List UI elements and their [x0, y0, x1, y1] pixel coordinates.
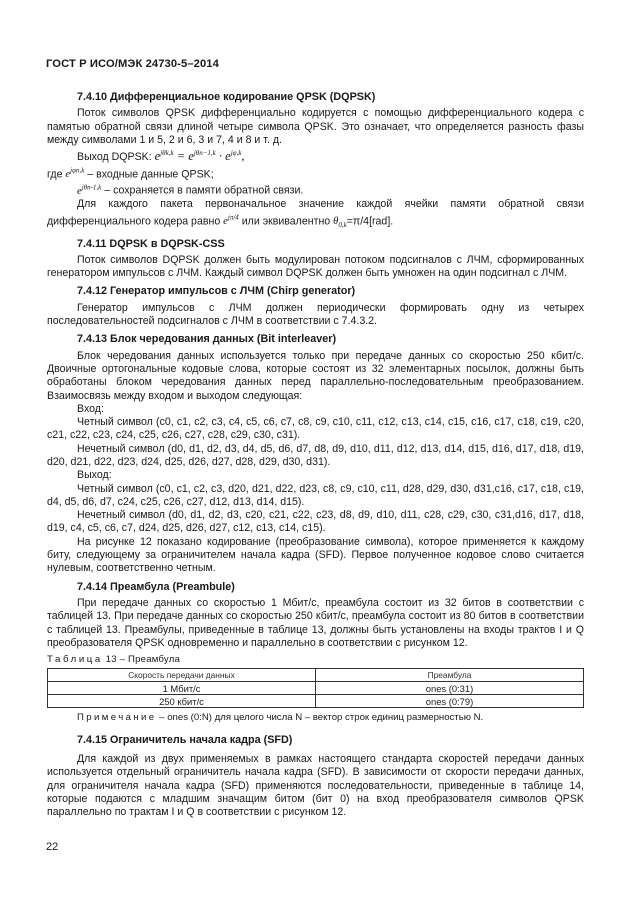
table-cell: ones (0:31): [316, 682, 584, 695]
paragraph: Для каждого пакета первоначальное значение каждой ячейки памяти обратной связи дифференциального кодера равно $e^{j\pi/4}$ или эквивалентно $\theta_{0,k}=\pi/4[rad]$.: [47, 198, 584, 230]
section-heading-7-4-10: 7.4.10 Дифференциальное кодирование QPSK (DQPSK): [77, 91, 376, 103]
preamble-table: [47, 668, 584, 708]
output-odd-symbol: Нечетный символ (d0, d1, d2, d3, c20, c21, c22, c23, d8, d9, d10, d11, c28, c29, c30, c31,d16, d17, d18, d19, c4, c5, c6, c7, d24, d25, d26, d27, c12, c13, c14, c15).: [47, 509, 584, 535]
paragraph: Генератор импульсов с ЛЧМ должен периодически формировать одну из четырех последовательностей подсигналов с ЛЧМ в соответствии с 7.4.3.2.: [47, 301, 584, 328]
paragraph: Блок чередования данных используется только при передаче данных со скоростью 250 кбит/с. Двоичные ортогональные кодовые слова, которые состоят из 32 элементарных посылок, должны быть обработаны блоком чередования данных перед параллельно-последовательным преобразованием. Взаимосвязь между входом и выходом следующая:: [47, 349, 584, 402]
output-even-symbol: Четный символ (c0, c1, c2, c3, d20, d21, d22, d23, c8, c9, c10, c11, d28, d29, d30, d31,c16, c17, c18, c19, d4, d5, d6, d7, c24, c25, c26, c27, d12, d13, d14, d15).: [47, 482, 584, 508]
table-row: [48, 695, 584, 708]
table-header-row: [48, 669, 584, 682]
paragraph: Поток символов QPSK дифференциально кодируется с помощью дифференциального кодера с памятью обратной связи длиной четыре символа QPSK. Это означает, что определяется разность фазы между символами 1 и 5, 2 и 6, 3 и 7, 4 и 8 и т. д.: [47, 107, 584, 146]
section-heading-7-4-15: 7.4.15 Ограничитель начала кадра (SFD): [77, 733, 293, 746]
table-note: Примечание – ones (0:N) для целого числа N – вектор строк единиц размерностью N.: [77, 712, 484, 724]
table-caption: Таблица 13 – Преамбула: [47, 654, 181, 666]
input-label: Вход:: [77, 402, 104, 415]
section-heading-7-4-12: 7.4.12 Генератор импульсов с ЛЧМ (Chirp generator): [77, 285, 356, 298]
dqpsk-formula: [47, 147, 584, 164]
paragraph: Для каждой из двух применяемых в рамках настоящего стандарта скоростей передачи данных используется отдельный ограничитель начала кадра (SFD). В зависимости от скорости передачи данных, для ограничителя начала кадра (SFD) применяются последовательности, приведенные в таблице 14, которые подаются с младшим значащим битом (бит 0) на вход преобразователя символов QPSK параллельно по трактам I и Q в соответствии с рисунком 12.: [47, 753, 584, 819]
document-header: ГОСТ Р ИСО/МЭК 24730-5–2014: [46, 58, 219, 70]
formula-expression: $e^{j\theta k,k} = e^{j\theta n-1,k} \cdot e^{j\varphi,k}$,: [154, 149, 245, 164]
input-odd-symbol: Нечетный символ (d0, d1, d2, d3, d4, d5, d6, d7, d8, d9, d10, d11, d12, d13, d14, d15, d16, d17, d18, d19, d20, d21, d22, d23, d24, d25, d26, d27, d28, d29, d30, d31).: [47, 442, 584, 468]
table-cell: 250 кбит/с: [48, 695, 316, 708]
input-even-symbol: Четный символ (c0, c1, c2, c3, c4, c5, c6, c7, c8, c9, c10, c11, c12, c13, c14, c15, c16, c17, c18, c19, c20, c21, c22, c23, c24, c25, c26, c27, c28, c29, c30, c31).: [47, 416, 584, 442]
section-heading-7-4-11: 7.4.11 DQPSK в DQPSK-CSS: [77, 237, 225, 250]
formula-memory-line: $e^{j\theta n-1,k}$ – сохраняется в памяти обратной связи.: [77, 183, 304, 197]
table-cell: 1 Мбит/с: [48, 682, 316, 695]
output-label: Выход:: [77, 469, 112, 482]
section-heading-7-4-14: 7.4.14 Преамбула (Preambule): [77, 580, 235, 593]
table-header-cell: Преамбула: [316, 669, 584, 682]
table-row: [48, 682, 584, 695]
paragraph: На рисунке 12 показано кодирование (преобразование символа), которое применяется к каждому биту, следующему за ограничителем начала кадра (SFD). Первое полученное кодовое слово считается нулевым, соответственно четным.: [47, 535, 584, 575]
table-header-cell: Скорость передачи данных: [48, 669, 316, 682]
formula-where-line: где $e^{j\varphi n,k}$ – входные данные QPSK;: [47, 166, 214, 181]
page-number: 22: [46, 841, 59, 853]
section-heading-7-4-13: 7.4.13 Блок чередования данных (Bit interleaver): [77, 333, 337, 346]
formula-label: Выход DQPSK:: [77, 151, 152, 164]
page-body: [47, 91, 584, 820]
paragraph: При передаче данных со скоростью 1 Мбит/с, преамбула состоит из 32 битов в соответствии с таблицей 13. При передаче данных со скоростью 250 кбит/с, преамбула состоит из 80 битов в соответствии с таблицей 13. Преамбулы, приведенные в таблице 13, должны быть установлены на входы трактов I и Q преобразователя QPSK одновременно и параллельно в соответствии с рисунком 12.: [47, 596, 584, 649]
table-cell: ones (0:79): [316, 695, 584, 708]
paragraph: Поток символов DQPSK должен быть модулирован потоком подсигналов с ЛЧМ, сформированных генератором импульсов с ЛЧМ. Каждый символ DQPSK должен быть умножен на один подсигнал с ЛЧМ.: [47, 253, 584, 280]
